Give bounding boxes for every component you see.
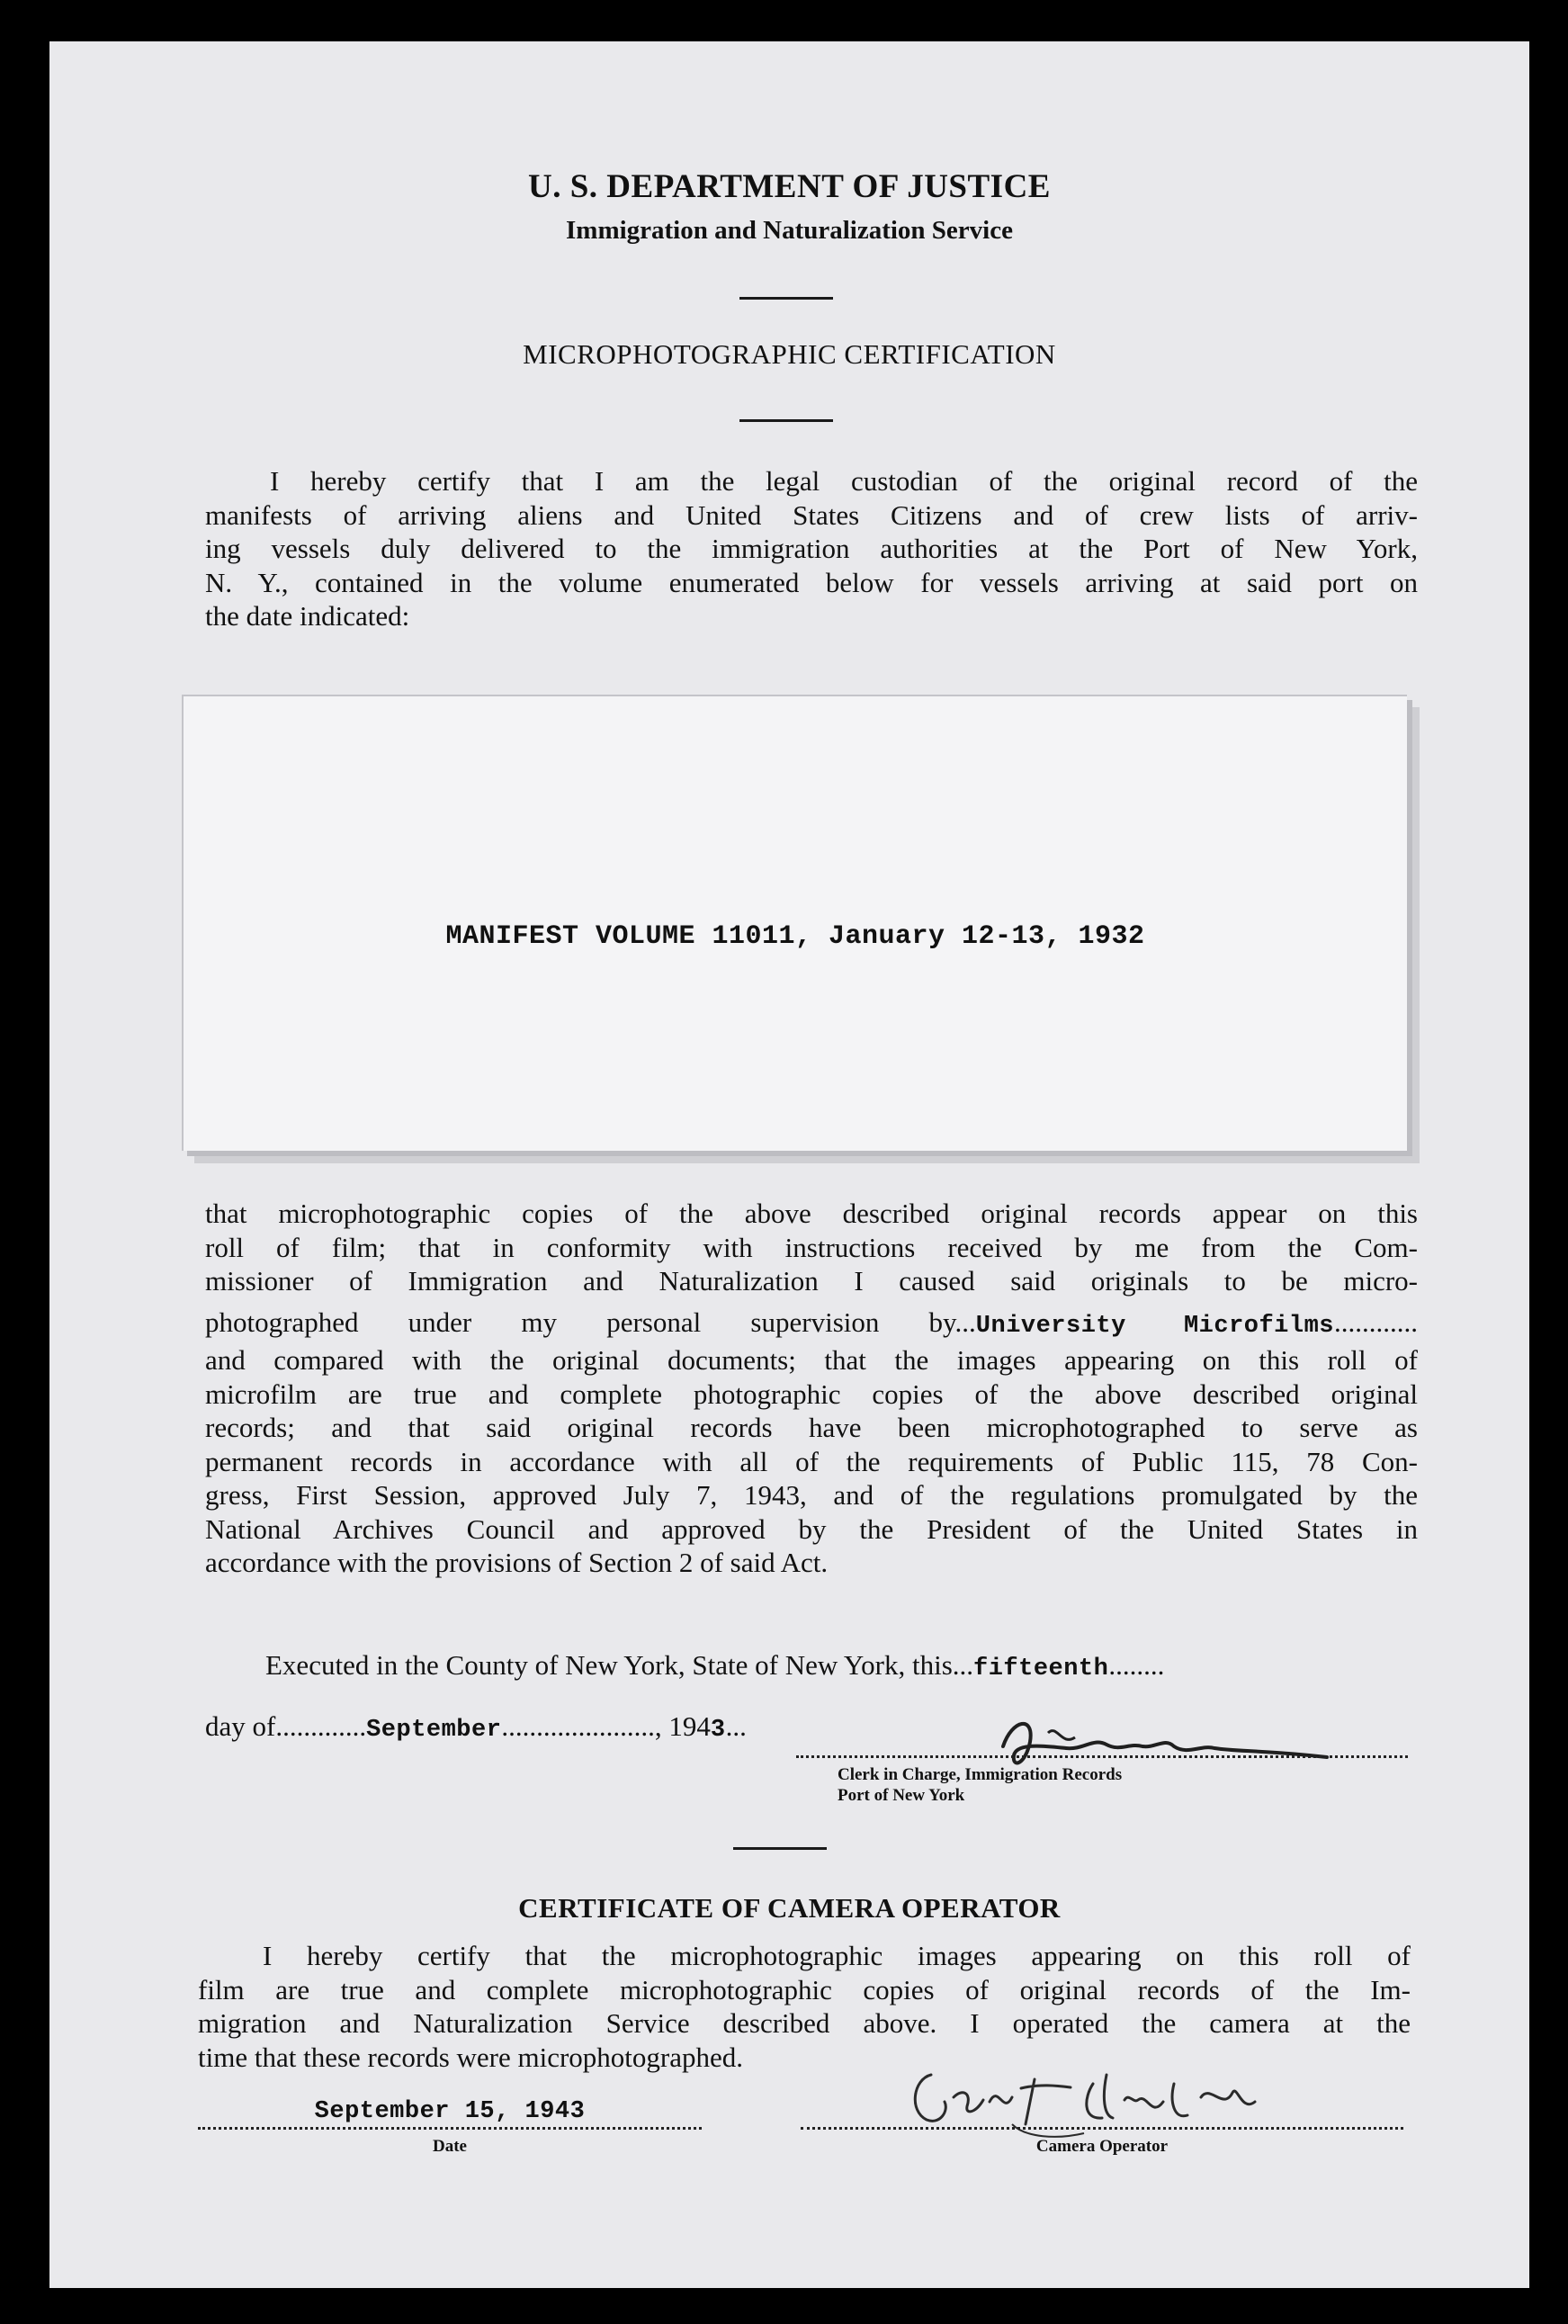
day-of-line xyxy=(205,1709,925,1748)
body-line: that microphotographic copies of the above described original records appear on this xyxy=(205,1198,1418,1229)
body-line: accordance with the provisions of Section 2 of said Act. xyxy=(205,1547,829,1578)
intro-line: I hereby certify that I am the legal custodian of the original record of the xyxy=(270,465,1418,497)
supervision-value: University Microfilms xyxy=(975,1312,1334,1340)
intro-line: the date indicated: xyxy=(205,600,410,632)
clerk-title: Clerk in Charge, Immigration Records xyxy=(838,1765,1123,1784)
intro-line: manifests of arriving aliens and United States Citizens and of crew lists of arriv- xyxy=(205,498,1418,531)
executed-dots: ........ xyxy=(1108,1649,1165,1681)
year-dots: ... xyxy=(725,1710,747,1742)
camera-operator-line xyxy=(801,2127,1403,2130)
divider-rule xyxy=(739,419,833,422)
supervision-prefix: photographed under my personal supervision by... xyxy=(205,1306,976,1338)
body-line: records; and that said original records have been microphotographed to serve as xyxy=(205,1412,1418,1443)
intro-paragraph xyxy=(205,464,1418,633)
body-line: microfilm are true and complete photographic copies of the above described original xyxy=(205,1377,1418,1410)
volume-card xyxy=(182,695,1407,1151)
camera-line: time that these records were microphotographed. xyxy=(198,2041,743,2073)
clerk-signature-line xyxy=(796,1755,1408,1758)
camera-operator-heading: CERTIFICATE OF CAMERA OPERATOR xyxy=(518,1892,1061,1924)
supervision-dots: ............ xyxy=(1334,1306,1418,1338)
date-label: Date xyxy=(433,2137,467,2156)
camera-line: film are true and complete microphotographic copies of original records of the Im- xyxy=(198,1973,1411,2005)
clerk-port: Port of New York xyxy=(838,1786,965,1805)
day-of-prefix: day of............. xyxy=(205,1710,367,1742)
executed-prefix: Executed in the County of New York, State of New York, this... xyxy=(265,1649,974,1681)
day-of-month: September xyxy=(366,1717,502,1744)
body-line: and compared with the original documents; that the images appearing on this roll of xyxy=(205,1344,1418,1376)
intro-line: ing vessels duly delivered to the immigration authorities at the Port of New York, xyxy=(205,533,1418,564)
divider-rule xyxy=(733,1847,827,1850)
executed-day: fifteenth xyxy=(973,1656,1109,1682)
body-line: missioner of Immigration and Naturalization I caused said originals to be micro- xyxy=(205,1265,1418,1297)
body-line: gress, First Session, approved July 7, 1943, and of the regulations promulgated by the xyxy=(205,1479,1418,1511)
divider-rule xyxy=(739,297,833,300)
department-title: U. S. DEPARTMENT OF JUSTICE xyxy=(528,168,1051,205)
intro-line: N. Y., contained in the volume enumerated below for vessels arriving at said port on xyxy=(205,566,1418,598)
supervision-line xyxy=(205,1306,1418,1344)
manifest-volume: MANIFEST VOLUME 11011, January 12-13, 1932 xyxy=(445,921,1145,952)
body-line: National Archives Council and approved by the President of the United States in xyxy=(205,1512,1418,1545)
certification-heading: MICROPHOTOGRAPHIC CERTIFICATION xyxy=(523,338,1056,370)
body-line: permanent records in accordance with all of the requirements of Public 115, 78 Con- xyxy=(205,1445,1418,1477)
executed-line xyxy=(265,1648,1417,1687)
body-line: roll of film; that in conformity with instructions received by me from the Com- xyxy=(205,1231,1418,1263)
certificate-sheet xyxy=(49,41,1529,2288)
day-of-dots: ......................, xyxy=(501,1710,662,1742)
year-digit: 3 xyxy=(710,1717,726,1744)
camera-operator-label: Camera Operator xyxy=(1035,2137,1169,2156)
date-value: September 15, 1943 xyxy=(314,2098,586,2125)
service-subtitle: Immigration and Naturalization Service xyxy=(566,216,1013,245)
camera-line: I hereby certify that the microphotographic images appearing on this roll of xyxy=(263,1940,1411,1971)
camera-operator-signature xyxy=(877,2048,1381,2147)
camera-line: migration and Naturalization Service described above. I operated the camera at the xyxy=(198,2007,1411,2039)
year-prefix: 194 xyxy=(668,1710,711,1742)
body-paragraph xyxy=(205,1197,1418,1580)
date-line xyxy=(198,2127,702,2130)
